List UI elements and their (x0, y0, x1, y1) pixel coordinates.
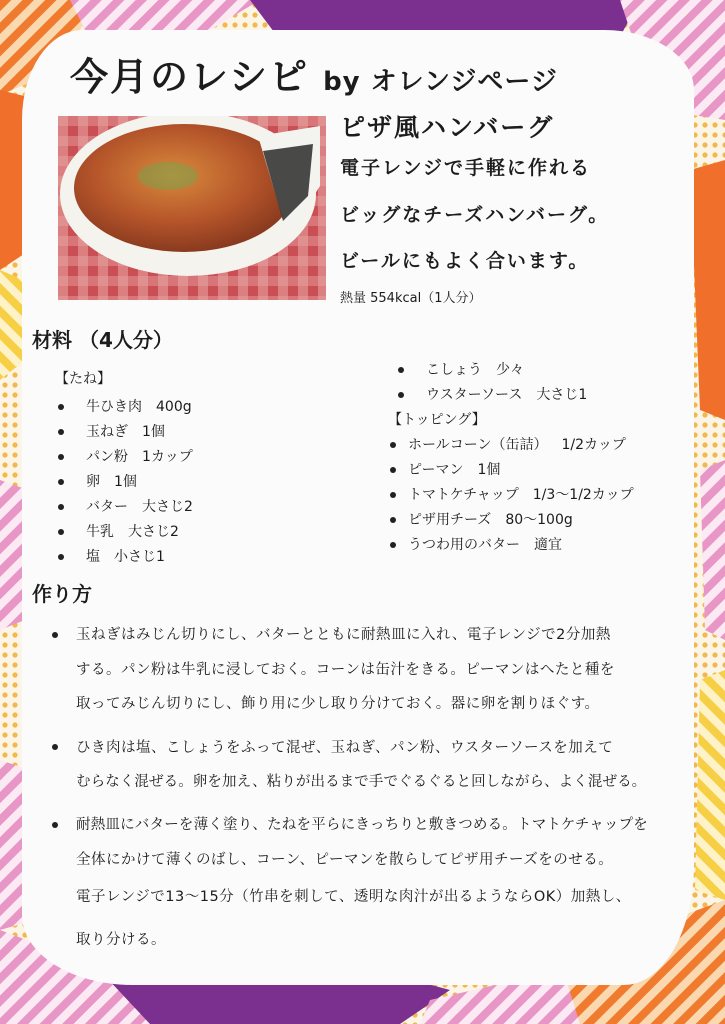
step-text: 取り分ける。 (76, 932, 166, 948)
ingredient-item: バター 大さじ2 (58, 496, 193, 516)
ingredient-item: うつわ用のバター 適宜 (390, 534, 562, 554)
description-line: ビッグなチーズハンバーグ。 (340, 204, 610, 226)
title-text: 今月のレシピ (70, 55, 310, 99)
ingredient-item: ウスターソース 大さじ1 (398, 384, 587, 404)
step-text: 電子レンジで13～15分（竹串を刺して、透明な肉汁が出るようならOK）加熱し、 (76, 889, 631, 905)
step-bullet (52, 632, 58, 638)
pizza-hamburg-photo (58, 116, 326, 300)
ingredient-item: 卵 1個 (58, 471, 137, 491)
description-line: ビールにもよく合います。 (340, 250, 590, 272)
step-text: 全体にかけて薄くのばし、コーン、ピーマンを散らしてピザ用チーズをのせる。 (76, 852, 614, 868)
step-text: 取ってみじん切りにし、飾り用に少し取り分けておく。器に卵を割りほぐす。 (76, 696, 600, 712)
ingredient-item: 牛乳 大さじ2 (58, 521, 179, 541)
description-line: 電子レンジで手軽に作れる (340, 157, 592, 179)
step-text: する。パン粉は牛乳に浸しておく。コーンは缶汁をきる。ピーマンはへたと種を (76, 662, 615, 678)
step-bullet (52, 744, 58, 750)
ingredient-item: ピーマン 1個 (390, 459, 500, 479)
ingredient-item: 牛ひき肉 400g (58, 396, 192, 416)
step-bullet (52, 822, 58, 828)
tane-label: 【たね】 (55, 371, 111, 387)
ingredient-item: 玉ねぎ 1個 (58, 421, 165, 441)
ingredients-heading: 材料 （4人分） (32, 328, 173, 352)
page-title (70, 46, 558, 101)
calorie-info: 熱量 554kcal（1人分） (340, 291, 482, 306)
step-text: むらなく混ぜる。卵を加え、粘りが出るまで手でぐるぐると回しながら、よく混ぜる。 (76, 774, 647, 790)
ingredient-item: トマトケチャップ 1/3～1/2カップ (390, 484, 634, 504)
ingredient-item: ピザ用チーズ 80～100g (390, 509, 573, 529)
ingredient-item: ホールコーン（缶詰） 1/2カップ (390, 434, 626, 454)
title-byline: by オレンジページ (323, 67, 558, 97)
ingredient-item: パン粉 1カップ (58, 446, 193, 466)
ingredient-item: 塩 小さじ1 (58, 546, 165, 566)
topping-label: 【トッピング】 (388, 412, 486, 428)
step-text: ひき肉は塩、こしょうをふって混ぜ、玉ねぎ、パン粉、ウスターソースを加えて (76, 740, 614, 756)
step-text: 耐熱皿にバターを薄く塗り、たねを平らにきっちりと敷きつめる。トマトケチャップを (76, 817, 648, 833)
ingredient-item: こしょう 少々 (398, 359, 524, 379)
steps-heading: 作り方 (32, 582, 92, 606)
dish-name: ピザ風ハンバーグ (340, 113, 555, 142)
step-text: 玉ねぎはみじん切りにし、バターとともに耐熱皿に入れ、電子レンジで2分加熱 (76, 627, 611, 643)
